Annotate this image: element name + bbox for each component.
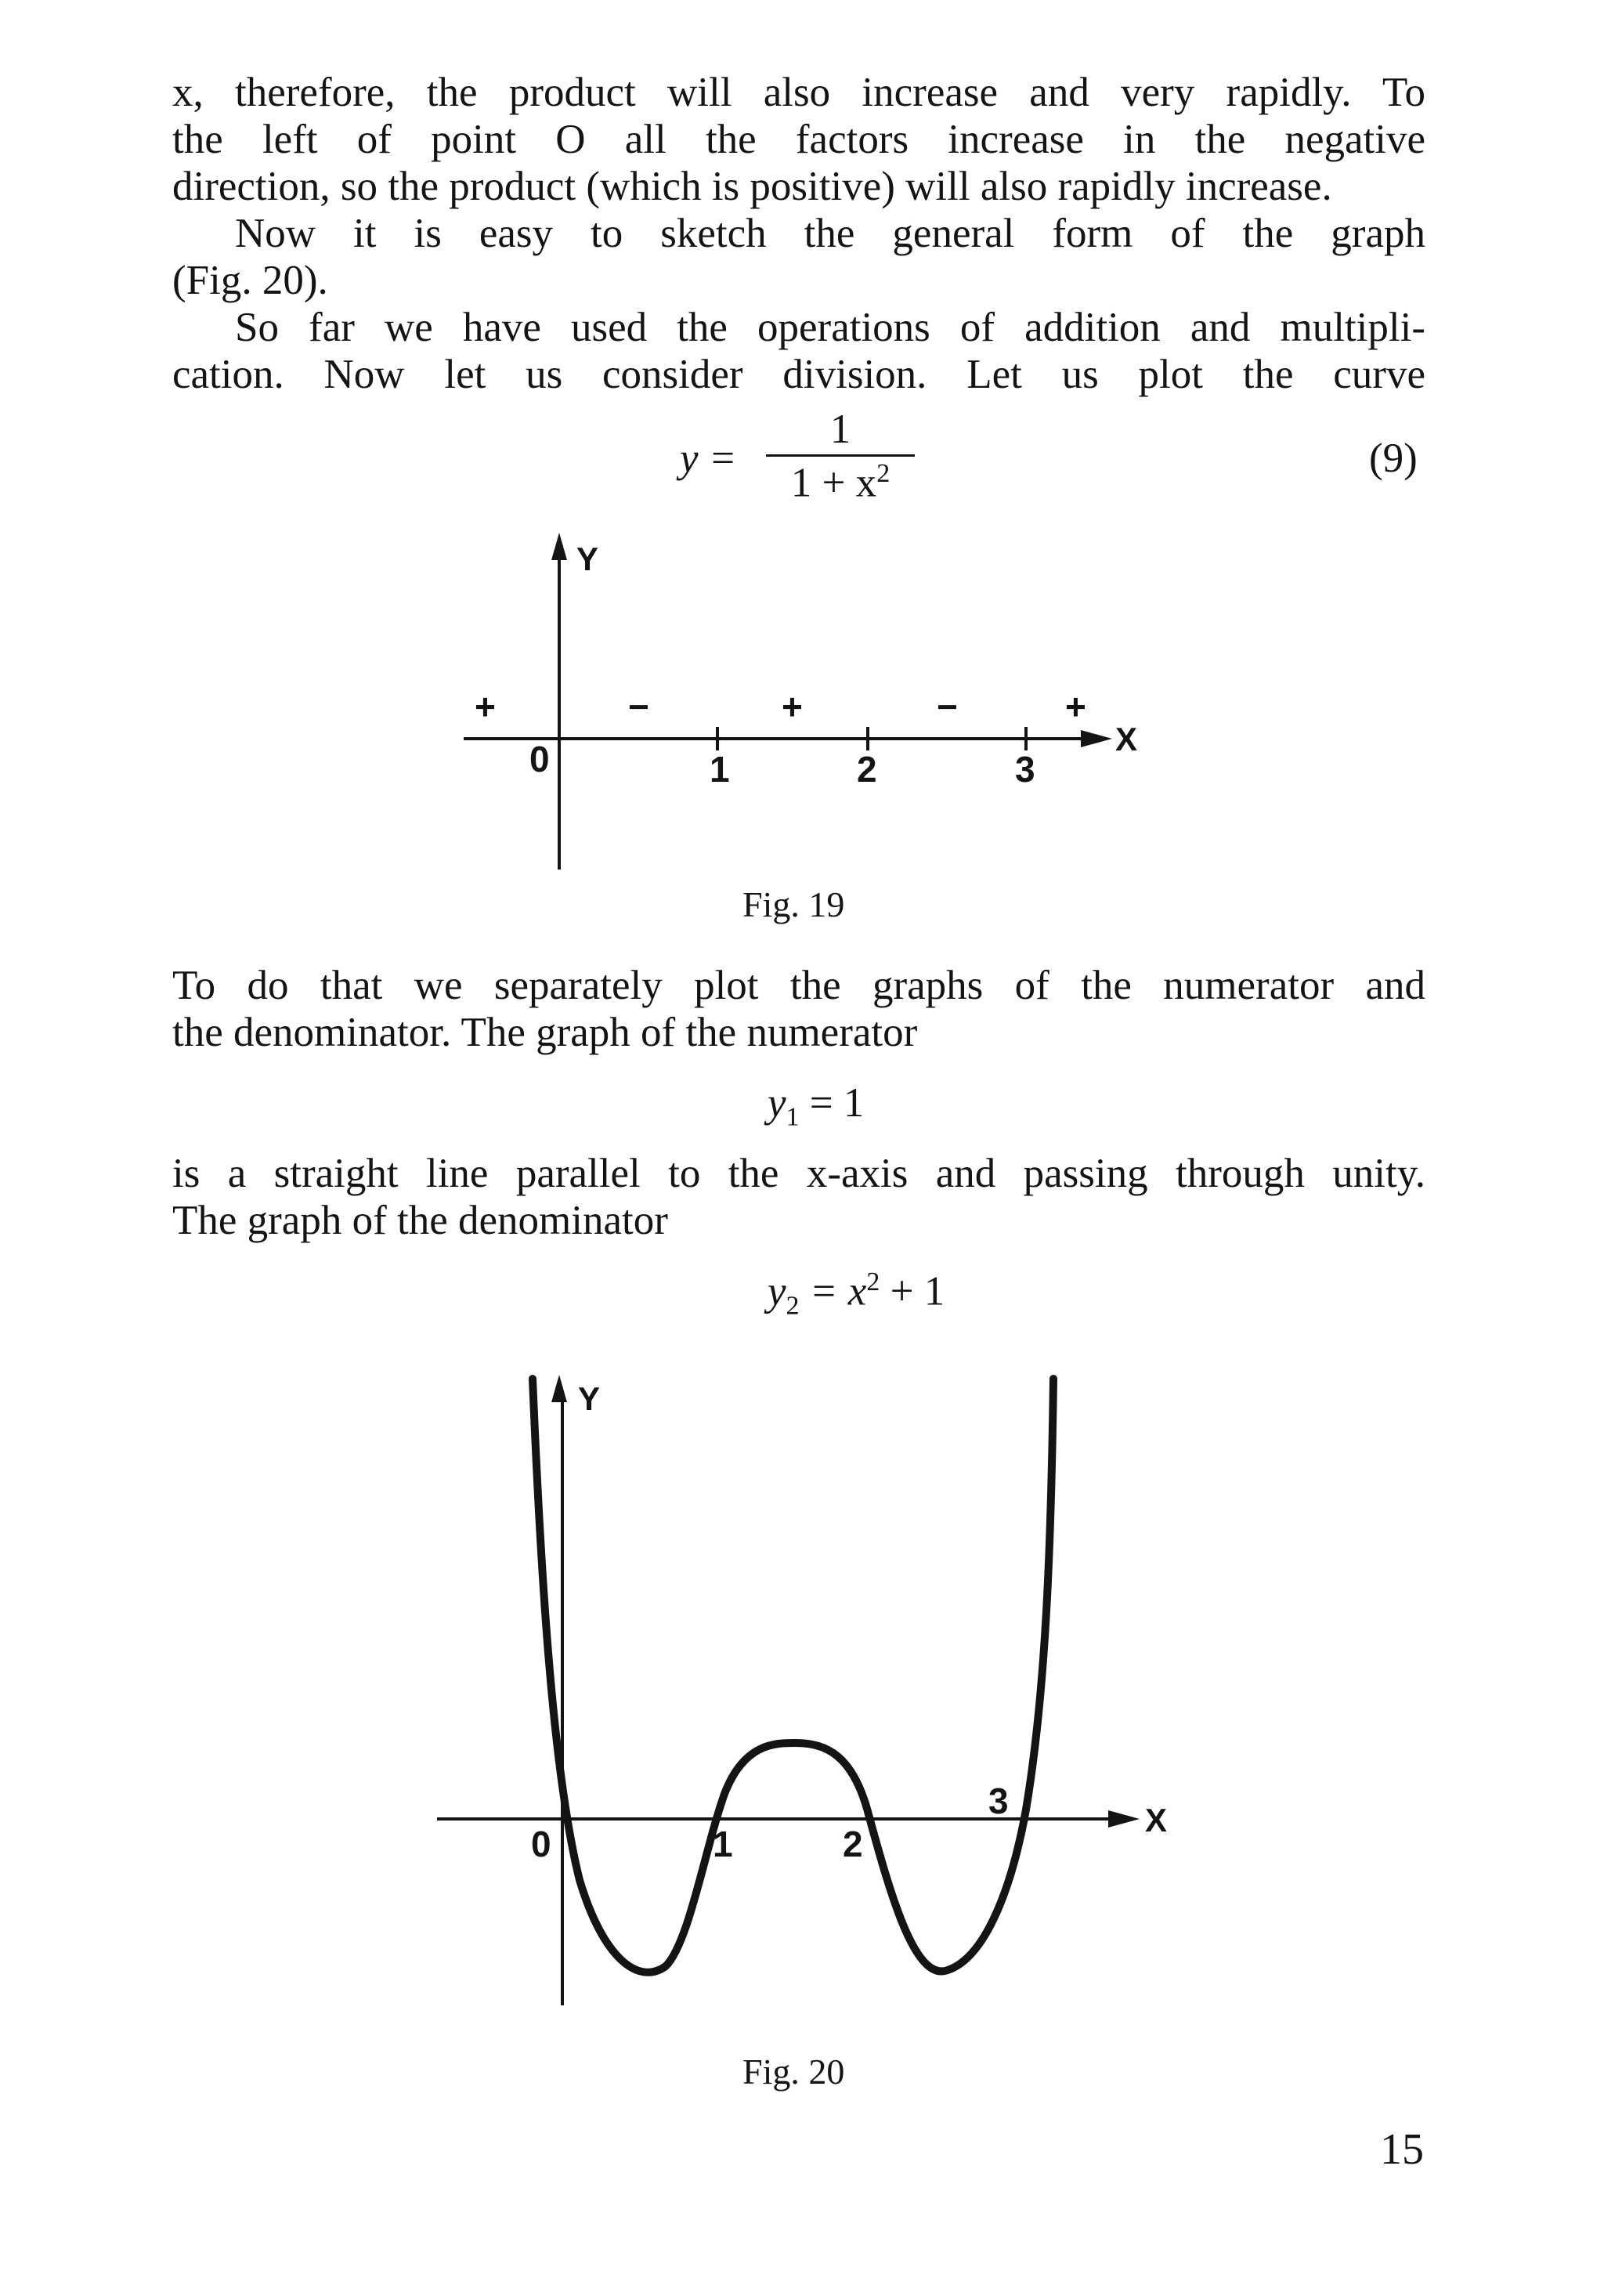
equation-sub: 1 — [786, 1102, 800, 1132]
equation-rhs-tail: + 1 — [890, 1268, 945, 1314]
equation-rhs-base: = x — [809, 1268, 867, 1314]
fig19-sign-2: + — [782, 686, 803, 727]
text-line: the left of point O all the factors increase in the negative — [172, 117, 1425, 162]
page-number: 15 — [1380, 2125, 1424, 2174]
fig19-sign-1: − — [628, 686, 649, 727]
fraction-numerator: 1 — [829, 407, 851, 452]
fig20-tick-label-1: 1 — [713, 1824, 733, 1864]
equation-lhs: y = — [680, 436, 737, 481]
fig19-tick-label-2: 2 — [857, 749, 877, 790]
equation-var: y — [768, 1268, 786, 1314]
fig20-x-arrow — [1108, 1810, 1140, 1828]
text-line: x, therefore, the product will also increase and very rapidly. To — [172, 70, 1425, 115]
equation-var: y — [768, 1080, 786, 1126]
text-line: (Fig. 20). — [172, 258, 328, 303]
denominator-base: 1 + x — [790, 460, 877, 506]
fig19-sign-0: + — [475, 686, 496, 727]
text-line: To do that we separately plot the graphs of the numerator and — [172, 963, 1425, 1008]
fig19-caption: Fig. 19 — [742, 884, 845, 924]
equation-sub: 2 — [786, 1291, 800, 1321]
fig19-y-label: Y — [576, 541, 599, 577]
fig20-tick-label-3: 3 — [988, 1781, 1009, 1821]
fig20-tick-label-0: 0 — [531, 1824, 551, 1864]
fig20-tick-label-2: 2 — [843, 1824, 863, 1864]
equation-rhs: = 1 — [809, 1080, 865, 1126]
equation-exp: 2 — [866, 1267, 880, 1296]
fig19-tick-label-3: 3 — [1015, 749, 1035, 790]
fig19-tick-label-1: 1 — [710, 749, 730, 790]
text-line: direction, so the product (which is positive) will also rapidly increase. — [172, 164, 1332, 209]
fig19-sign-4: + — [1065, 686, 1086, 727]
text-line: cation. Now let us consider division. Let us plot the curve — [172, 352, 1425, 397]
text-line: the denominator. The graph of the numerator — [172, 1010, 918, 1055]
text-line: Now it is easy to sketch the general form of the graph — [235, 211, 1425, 256]
text-line: is a straight line parallel to the x-axis and passing through unity. — [172, 1151, 1425, 1196]
fig20-x-label: X — [1145, 1802, 1168, 1839]
denominator-exponent: 2 — [876, 459, 891, 488]
fig20-y-arrow — [551, 1375, 567, 1402]
fig19-x-label: X — [1115, 721, 1138, 757]
text-line: So far we have used the operations of addition and multipli- — [235, 305, 1425, 350]
fig19-tick-label-0: 0 — [529, 739, 550, 779]
fig20-curve — [533, 1379, 1053, 1972]
fig19-sign-3: − — [937, 686, 958, 727]
equation-number: (9) — [1369, 436, 1418, 481]
text-line: The graph of the denominator — [172, 1198, 668, 1243]
fig20-caption: Fig. 20 — [742, 2052, 845, 2092]
fig20-y-label: Y — [578, 1380, 601, 1417]
